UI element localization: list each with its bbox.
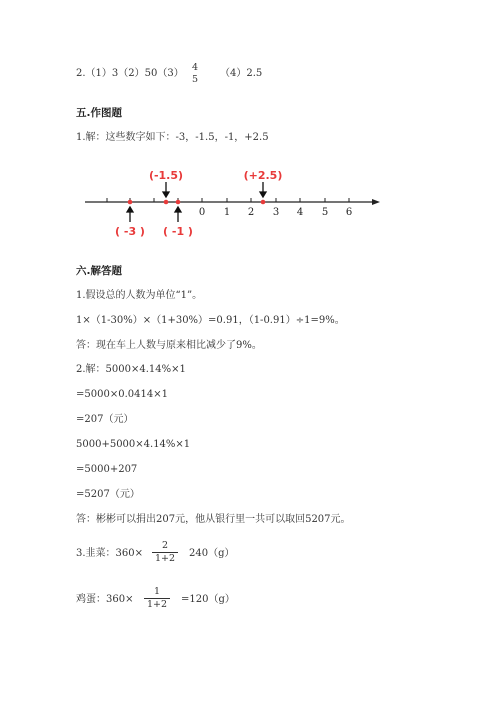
arrow-down-icon — [260, 192, 266, 197]
q1-line-1: 1.假设总的人数为单位“1”。 — [76, 290, 203, 301]
q3b-prefix: 鸡蛋：360× — [76, 594, 134, 605]
point-neg-1 — [176, 200, 181, 205]
point-neg-3 — [128, 200, 133, 205]
tick-label-6: 6 — [345, 207, 353, 218]
q2-line-1: 2.解：5000×4.14%×1 — [76, 364, 186, 375]
section-6-heading: 六.解答题 — [76, 265, 122, 277]
axis-arrow-icon — [372, 199, 380, 205]
q3b-fraction — [144, 586, 170, 611]
q2-answer: 答：彬彬可以捐出207元，他从银行里一共可以取回5207元。 — [76, 514, 351, 525]
point-pos-2-5 — [261, 200, 266, 205]
q3b-suffix: =120（g） — [181, 594, 235, 605]
q1-line-2: 1×（1-30%）×（1+30%）=0.91，（1-0.91）÷1=9%。 — [76, 315, 345, 326]
q2-line-6: =5207（元） — [76, 489, 140, 500]
fraction-denominator: 5 — [191, 74, 199, 85]
fraction-denominator: 1+2 — [144, 598, 170, 611]
q1-line-3: 答：现在车上人数与原来相比减少了9%。 — [76, 340, 262, 351]
q3-fraction — [152, 540, 178, 565]
tick-label-2: 2 — [247, 207, 255, 218]
number-line-figure — [80, 165, 390, 240]
arrow-up-icon — [175, 207, 181, 212]
label-neg-1-5: (-1.5) — [148, 169, 184, 182]
arrow-down-icon — [163, 192, 169, 197]
answer-2-prefix: 2.（1）3（2）50（3） — [76, 68, 184, 79]
q3-prefix: 3.韭菜：360× — [76, 548, 144, 559]
arrow-up-icon — [127, 207, 133, 212]
answer-2-suffix: （4）2.5 — [220, 68, 263, 79]
tick-marks — [107, 198, 349, 202]
tick-label-3: 3 — [272, 207, 280, 218]
point-neg-1-5 — [164, 200, 169, 205]
tick-label-0: 0 — [198, 207, 206, 218]
tick-label-5: 5 — [321, 207, 329, 218]
fraction-numerator: 2 — [161, 540, 169, 551]
answer-2-line — [76, 67, 184, 81]
tick-label-4: 4 — [296, 207, 304, 218]
section-5-line-1: 1.解：这些数字如下：-3，-1.5，-1，+2.5 — [76, 132, 269, 143]
fraction-numerator: 1 — [153, 586, 161, 597]
fraction-numerator: 4 — [191, 62, 199, 73]
fraction-denominator: 1+2 — [152, 552, 178, 565]
q3-suffix: 240（g） — [189, 548, 235, 559]
label-neg-1: ( -1 ) — [163, 225, 193, 238]
tick-label-1: 1 — [223, 207, 231, 218]
answer-2-fraction — [189, 62, 201, 86]
section-5-heading: 五.作图题 — [76, 107, 122, 119]
q2-line-5: =5000+207 — [76, 464, 138, 475]
label-neg-3: ( -3 ) — [115, 225, 145, 238]
q2-line-2: =5000×0.0414×1 — [76, 389, 168, 400]
q2-line-4: 5000+5000×4.14%×1 — [76, 439, 191, 450]
q2-line-3: =207（元） — [76, 414, 134, 425]
label-pos-2-5: (+2.5) — [243, 169, 283, 182]
